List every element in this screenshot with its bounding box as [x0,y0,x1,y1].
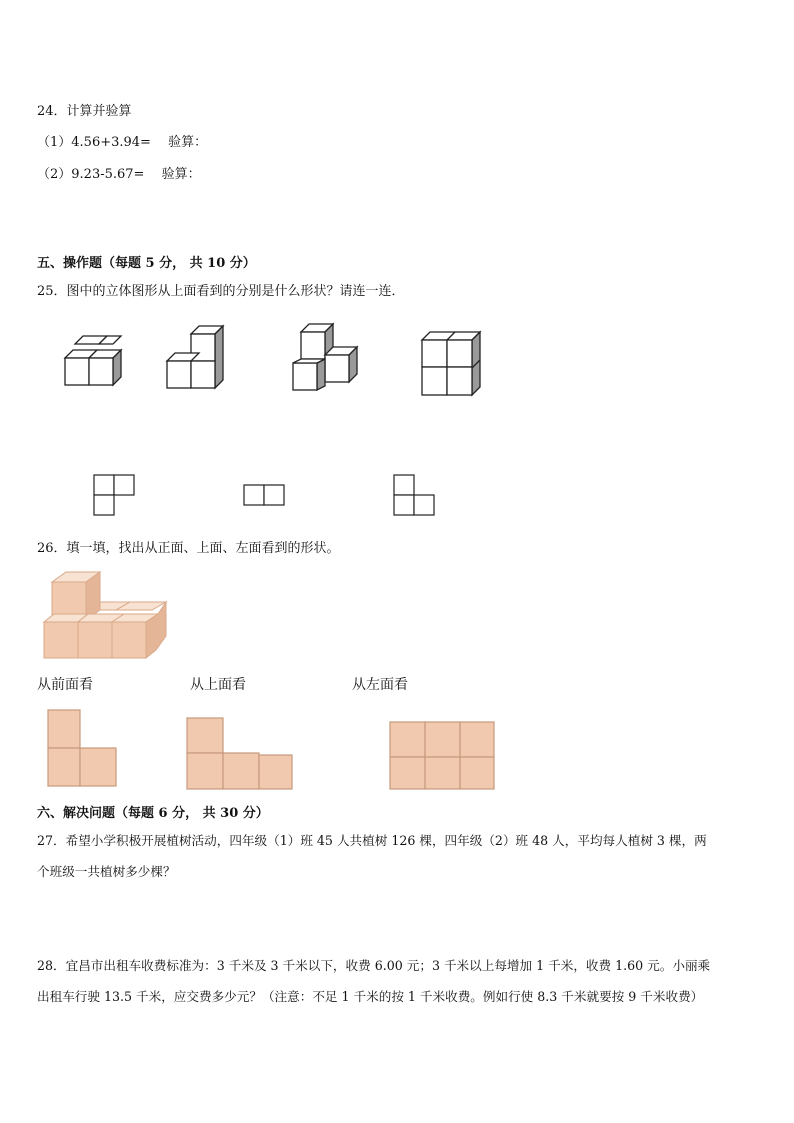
q25-solid-3 [293,324,357,390]
q26-left-view-label: 从左面看 [352,677,408,693]
q26-top-view-label: 从上面看 [190,677,246,693]
q25-solid-2 [167,326,223,388]
q27-line-2: 个班级一共植树多少棵？ [37,864,176,879]
q26-top-view-shape [187,718,292,789]
q26-view-shapes [40,704,500,796]
q25-solid-4 [422,332,480,395]
q25-top-view-3 [394,475,434,515]
q25-title: 25．图中的立体图形从上面看到的分别是什么形状？请连一连． [37,284,405,299]
q24-item-2: （2）9.23-5.67= 验算： [37,167,201,182]
q25-top-view-1 [94,475,134,515]
q24-item-1: （1）4.56+3.94= 验算： [37,135,208,150]
q25-solid-figures [55,318,495,408]
section6-heading: 六、解决问题（每题 6 分， 共 30 分） [37,806,269,821]
q26-left-view-shape [390,722,494,789]
q24-title: 24．计算并验算 [37,104,132,119]
q26-front-view-shape [48,710,116,786]
q25-top-views [90,472,440,520]
q25-top-view-2 [244,485,284,505]
q26-front-view-label: 从前面看 [37,677,93,693]
q27-line-1: 27．希望小学积极开展植树活动，四年级（1）班 45 人共植树 126 棵，四年级（2）班 48 人，平均每人植树 3 棵，两 [37,833,707,848]
q26-solid-figure [40,566,175,662]
q28-line-1: 28．宜昌市出租车收费标准为：3 千米及 3 千米以下，收费 6.00 元；3 千米以上每增加 1 千米，收费 1.60 元。小丽乘 [37,958,711,973]
q28-line-2: 出租车行驶 13.5 千米，应交费多少元？（注意：不足 1 千米的按 1 千米收费。例如行使 8.3 千米就要按 9 千米收费） [37,989,704,1004]
section5-heading: 五、操作题（每题 5 分， 共 10 分） [37,256,256,271]
q25-solid-1 [65,336,121,385]
q26-title: 26．填一填，找出从正面、上面、左面看到的形状。 [37,541,340,556]
